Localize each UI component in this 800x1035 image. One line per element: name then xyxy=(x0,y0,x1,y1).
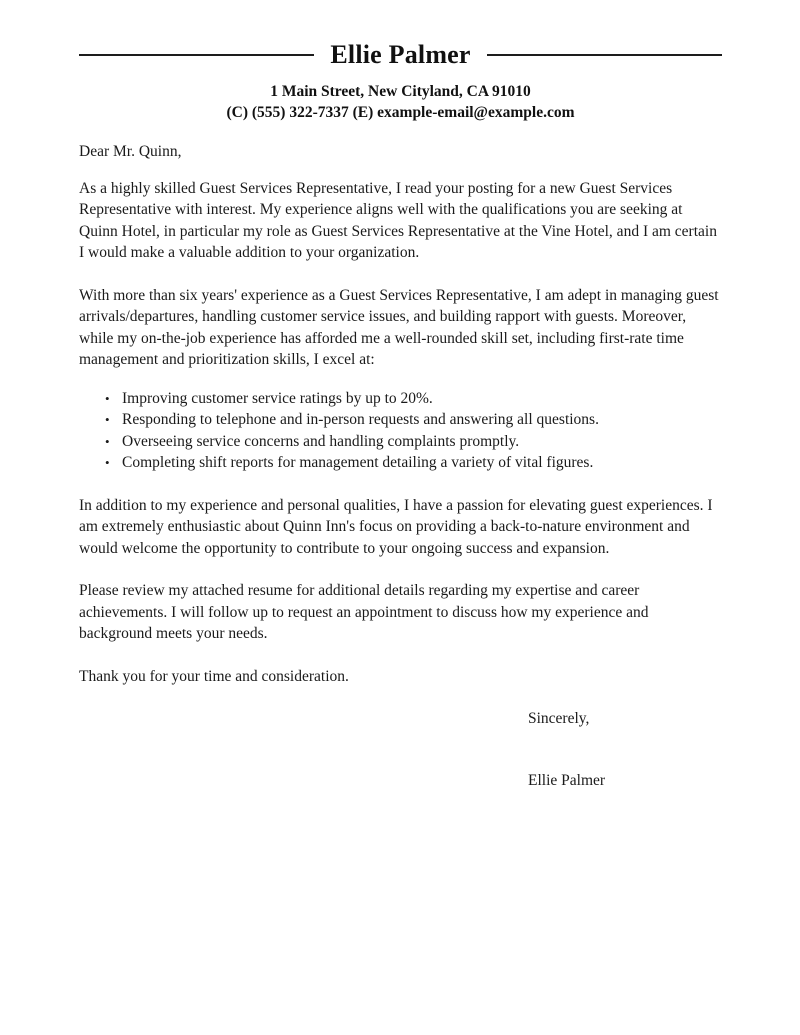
body-paragraph-1: As a highly skilled Guest Services Representative, I read your posting for a new Guest Services Representative with interest. My experience aligns well with the qualifications you are seeking at Quinn Hotel, in particular my role as Guest Services Representative at the Vine Hotel, and I am certain I would make a valuable addition to your organization. xyxy=(79,179,717,261)
body-paragraph-4: Please review my attached resume for additional details regarding my expertise and career achievements. I will follow up to request an appointment to discuss how my experience and background meets your needs. xyxy=(79,582,649,642)
achievements-list xyxy=(79,388,722,474)
body-paragraph-3: In addition to my experience and personal qualities, I have a passion for elevating guest experiences. I am extremely enthusiastic about Quinn Inn's focus on providing a back-to-nature environment and would welcome the opportunity to contribute to your ongoing success and expansion. xyxy=(79,496,713,557)
list-item-label: Overseeing service concerns and handling complaints promptly. xyxy=(122,432,520,450)
list-item xyxy=(79,388,722,410)
salutation: Dear Mr. Quinn, xyxy=(79,143,182,160)
list-item-label: Completing shift reports for management detailing a variety of vital figures. xyxy=(122,454,594,471)
address-line: 1 Main Street, New Cityland, CA 91010 xyxy=(270,83,531,100)
bullet-icon: • xyxy=(105,390,110,406)
signer-name: Ellie Palmer xyxy=(528,771,606,789)
header-rule-right xyxy=(487,54,722,56)
letter-content xyxy=(79,0,722,791)
sign-off: Sincerely, xyxy=(528,710,590,727)
body-paragraph-2: With more than six years' experience as a Guest Services Representative, I am adept in managing guest arrivals/departures, handling customer service issues, and building rapport with guests. Moreover, while my on-the-job experience has afforded me a well-rounded skill set, including first-rate time management and prioritization skills, I excel at: xyxy=(79,286,719,368)
bullet-icon: • xyxy=(105,412,110,427)
list-item xyxy=(79,431,722,453)
header-rule-left xyxy=(79,54,314,56)
bullet-icon: • xyxy=(105,455,110,470)
list-item xyxy=(79,452,722,474)
page-title: Ellie Palmer xyxy=(330,40,471,69)
name-heading-row xyxy=(79,42,722,68)
list-item-label: Responding to telephone and in-person requests and answering all questions. xyxy=(122,411,599,428)
letterhead xyxy=(79,0,722,123)
body-paragraph-5: Thank you for your time and consideration. xyxy=(79,667,349,685)
bullet-icon: • xyxy=(105,433,110,449)
contact-line: (C) (555) 322-7337 (E) example-email@example.com xyxy=(226,104,575,121)
signature-block xyxy=(79,708,722,791)
list-item xyxy=(79,409,722,431)
list-item-label: Improving customer service ratings by up to 20%. xyxy=(122,389,433,407)
